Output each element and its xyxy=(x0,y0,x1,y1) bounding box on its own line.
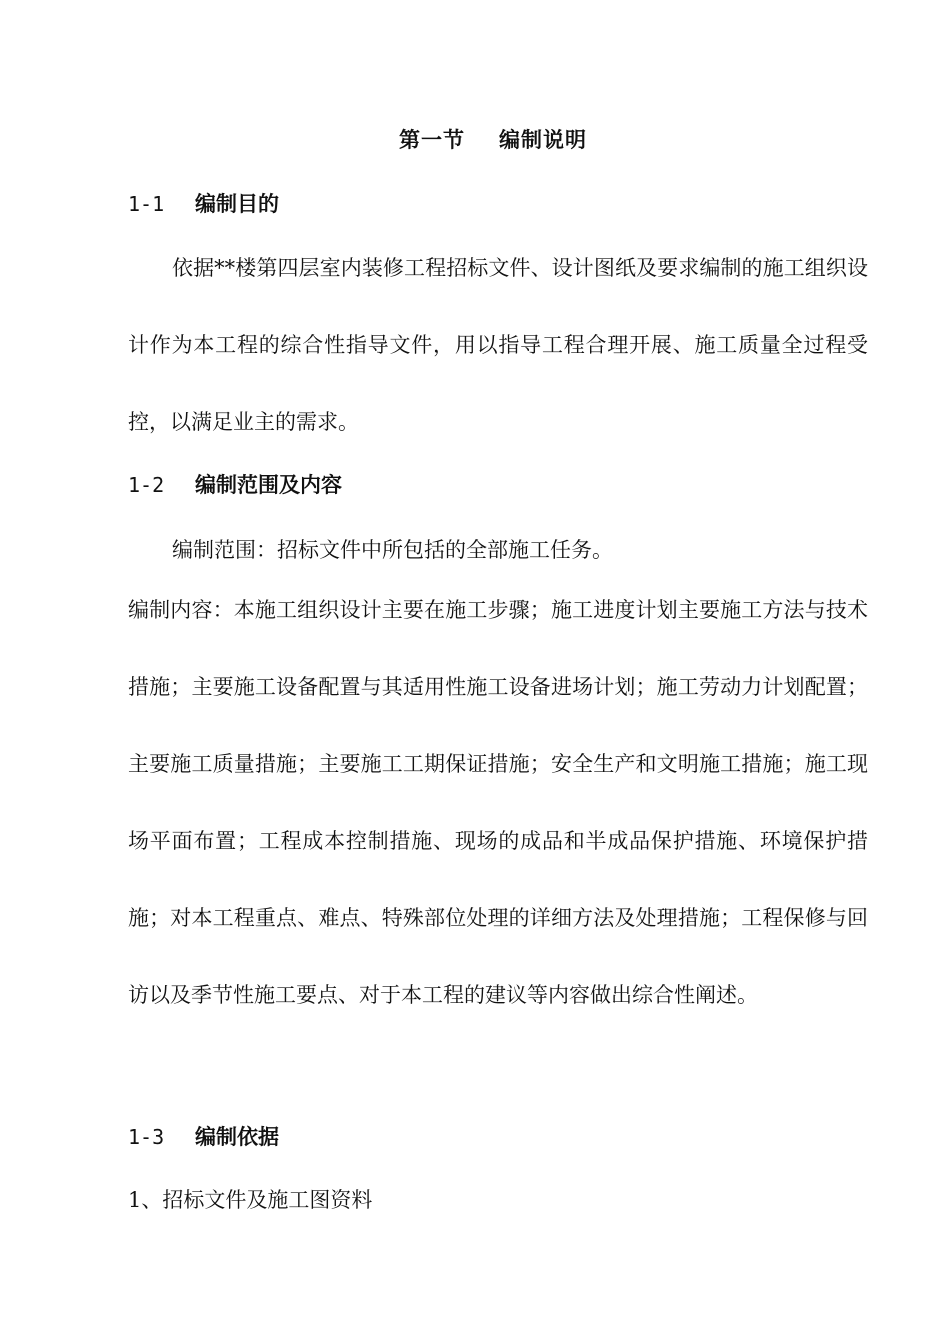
heading-1-1-text: 编制目的 xyxy=(195,191,279,216)
heading-1-3 xyxy=(128,1121,279,1151)
heading-1-2-number: 1-2 xyxy=(128,473,165,497)
content-paragraph: 编制内容：本施工组织设计主要在施工步骤；施工进度计划主要施工方法与技术措施；主要施工设备配置与其适用性施工设备进场计划；施工劳动力计划配置；主要施工质量措施；主要施工工期保证措施；安全生产和文明施工措施；施工现场平面布置；工程成本控制措施、现场的成品和半成品保护措施、环境保护措施；对本工程重点、难点、特殊部位处理的详细方法及处理措施；工程保修与回访以及季节性施工要点、对于本工程的建议等内容做出综合性阐述。 xyxy=(128,598,868,1007)
scope-paragraph: 编制范围：招标文件中所包括的全部施工任务。 xyxy=(172,538,613,562)
purpose-paragraph: 依据**楼第四层室内装修工程招标文件、设计图纸及要求编制的施工组织设计作为本工程的综合性指导文件，用以指导工程合理开展、施工质量全过程受控，以满足业主的需求。 xyxy=(128,256,868,434)
heading-1-3-number: 1-3 xyxy=(128,1125,165,1149)
heading-1-2-text: 编制范围及内容 xyxy=(195,472,342,497)
section-title xyxy=(0,124,950,154)
section-title-text: 编制说明 xyxy=(499,127,587,152)
heading-1-1-number: 1-1 xyxy=(128,192,165,216)
section-title-number: 第一节 xyxy=(399,127,465,152)
heading-1-1 xyxy=(128,188,279,218)
basis-item-1: 1、招标文件及施工图资料 xyxy=(128,1188,373,1212)
heading-1-2 xyxy=(128,469,342,499)
heading-1-3-text: 编制依据 xyxy=(195,1124,279,1149)
